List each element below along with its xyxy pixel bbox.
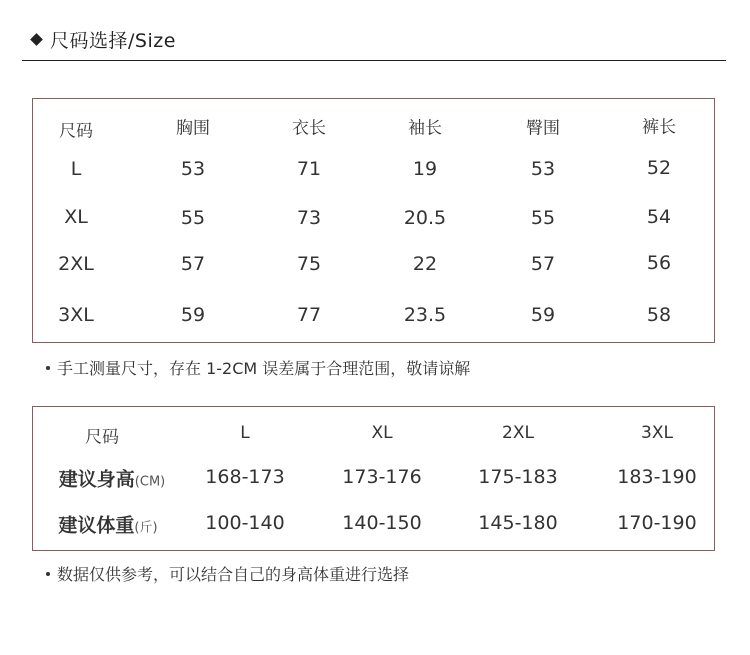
fit-cell: 170-190 [617,512,697,534]
size-table [32,98,715,343]
section-header [32,26,176,52]
fit-row-label [59,465,165,492]
size-cell: XL [64,206,88,228]
fit-cell: 183-190 [617,466,697,488]
size-cell: 22 [412,253,438,275]
size-cell: 77 [296,304,322,326]
note-text: 手工测量尺寸，存在 1-2CM 误差属于合理范围，敬请谅解 [57,359,471,378]
fit-cell: 140-150 [342,512,422,534]
size-cell: 75 [296,253,322,275]
fit-row-unit: (CM) [134,474,166,490]
size-cell: 53 [530,158,556,180]
fit-cell: 168-173 [205,466,285,488]
size-cell: 59 [180,304,206,326]
size-cell: 53 [180,158,206,180]
fit-cell: 145-180 [478,512,558,534]
size-cell: 56 [646,252,672,274]
fit-col-header: 3XL [641,423,673,443]
size-cell: L [70,158,82,180]
size-cell: 23.5 [403,304,447,326]
size-cell: 54 [646,206,672,228]
size-col-header: 衣长 [292,118,326,139]
size-col-header: 裤长 [642,117,676,138]
fit-col-header: XL [371,423,393,443]
measurement-note [46,356,470,379]
fit-col-header: 尺码 [85,427,119,448]
bullet-dot-icon [46,366,50,370]
fit-cell: 100-140 [205,512,285,534]
size-cell: 57 [180,253,206,275]
size-col-header: 臀围 [526,118,560,139]
fit-row-label-text: 建议身高 [58,468,135,491]
size-cell: 55 [180,207,206,229]
fit-cell: 175-183 [478,466,558,488]
fit-row-unit: (斤) [134,520,158,536]
size-cell: 57 [530,253,556,275]
reference-note [46,562,409,585]
fit-col-header: 2XL [502,423,534,443]
size-cell: 71 [296,158,322,180]
fit-cell: 173-176 [342,466,422,488]
size-cell: 20.5 [403,207,447,229]
diamond-bullet-icon [30,33,43,46]
size-cell: 52 [646,157,672,179]
section-title: 尺码选择/Size [50,29,176,52]
fit-row-label-text: 建议体重 [58,514,135,537]
note-text: 数据仅供参考，可以结合自己的身高体重进行选择 [57,565,410,584]
fit-row-label [58,511,157,538]
size-col-header: 袖长 [408,118,442,139]
size-cell: 19 [412,158,438,180]
fit-col-header: L [240,423,250,443]
size-cell: 2XL [58,253,94,275]
fit-table [32,406,715,551]
size-col-header: 尺码 [59,121,93,142]
bullet-dot-icon [46,572,50,576]
header-divider [22,60,726,61]
size-cell: 3XL [58,304,94,326]
size-cell: 73 [296,207,322,229]
size-cell: 58 [646,304,672,326]
size-cell: 55 [530,207,556,229]
size-col-header: 胸围 [176,118,210,139]
size-cell: 59 [530,304,556,326]
